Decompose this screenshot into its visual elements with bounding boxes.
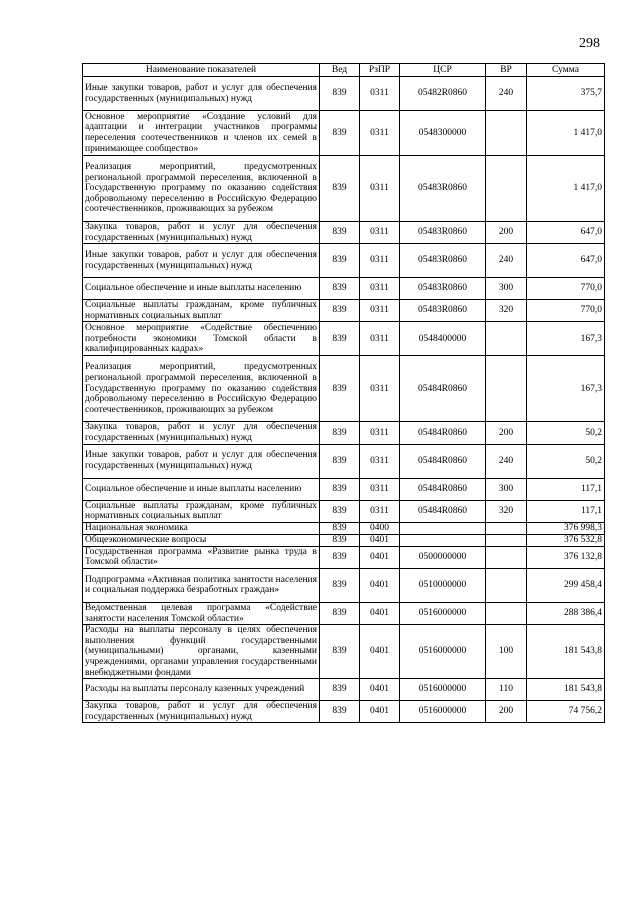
row-vr: 240 — [486, 444, 527, 478]
table-row — [83, 422, 605, 444]
row-csr: 0500000000 — [400, 546, 486, 568]
row-ved: 839 — [320, 625, 360, 679]
row-name: Социальные выплаты гражданам, кроме публичных нормативных социальных выплат — [83, 500, 320, 522]
table-row — [83, 546, 605, 568]
table-row — [83, 568, 605, 602]
row-sum: 376 998,3 — [527, 522, 605, 534]
header-csr: ЦСР — [400, 64, 486, 77]
table-row — [83, 679, 605, 701]
row-csr: 05482R0860 — [400, 77, 486, 111]
row-vr — [486, 546, 527, 568]
row-sum: 50,2 — [527, 444, 605, 478]
row-ved: 839 — [320, 244, 360, 278]
row-name: Закупка товаров, работ и услуг для обеспечения государственных (муниципальных) нужд — [83, 422, 320, 444]
row-csr: 05483R0860 — [400, 156, 486, 222]
row-rzpr: 0311 — [360, 111, 400, 156]
table-row — [83, 356, 605, 422]
row-vr — [486, 534, 527, 546]
row-vr: 300 — [486, 278, 527, 300]
table-row — [83, 444, 605, 478]
row-ved: 839 — [320, 444, 360, 478]
row-name: Реализация мероприятий, предусмотренных региональной программой переселения, включенной в Государственную программу по оказанию содействия добровольному переселению в Российскую Федерацию соотечественников, проживающих за рубежом — [83, 356, 320, 422]
row-vr: 320 — [486, 300, 527, 322]
header-ved: Вед — [320, 64, 360, 77]
table-row — [83, 300, 605, 322]
row-rzpr: 0311 — [360, 500, 400, 522]
row-rzpr: 0311 — [360, 77, 400, 111]
row-sum: 1 417,0 — [527, 111, 605, 156]
row-vr: 110 — [486, 679, 527, 701]
table-row — [83, 278, 605, 300]
table-row — [83, 701, 605, 723]
row-csr: 0516000000 — [400, 625, 486, 679]
row-rzpr: 0311 — [360, 278, 400, 300]
table-row — [83, 602, 605, 624]
row-vr: 200 — [486, 222, 527, 244]
row-sum: 1 417,0 — [527, 156, 605, 222]
row-ved: 839 — [320, 602, 360, 624]
header-sum: Сумма — [527, 64, 605, 77]
header-name: Наименование показателей — [83, 64, 320, 77]
table-row — [83, 625, 605, 679]
row-rzpr: 0401 — [360, 568, 400, 602]
row-sum: 50,2 — [527, 422, 605, 444]
row-csr: 0548300000 — [400, 111, 486, 156]
row-ved: 839 — [320, 478, 360, 500]
row-name: Ведомственная целевая программа «Содействие занятости населения Томской области» — [83, 602, 320, 624]
row-name: Социальные выплаты гражданам, кроме публичных нормативных социальных выплат — [83, 300, 320, 322]
row-name: Иные закупки товаров, работ и услуг для обеспечения государственных (муниципальных) нужд — [83, 444, 320, 478]
row-name: Социальное обеспечение и иные выплаты населению — [83, 478, 320, 500]
row-sum: 376 132,8 — [527, 546, 605, 568]
row-name: Подпрограмма «Активная политика занятости населения и социальная поддержка безработных граждан» — [83, 568, 320, 602]
row-sum: 181 543,8 — [527, 625, 605, 679]
header-rzpr: РзПР — [360, 64, 400, 77]
table-header-row — [83, 64, 605, 77]
row-rzpr: 0311 — [360, 478, 400, 500]
row-vr: 200 — [486, 422, 527, 444]
row-name: Общеэкономические вопросы — [83, 534, 320, 546]
row-ved: 839 — [320, 534, 360, 546]
row-rzpr: 0401 — [360, 625, 400, 679]
row-name: Основное мероприятие «Создание условий для адаптации и интеграции участников программы переселения соотечественников и членов их семей в принимающее сообщество» — [83, 111, 320, 156]
row-sum: 167,3 — [527, 322, 605, 356]
row-name: Основное мероприятие «Содействие обеспечению потребности экономики Томской области в квалифицированных кадрах» — [83, 322, 320, 356]
row-sum: 74 756,2 — [527, 701, 605, 723]
row-sum: 181 543,8 — [527, 679, 605, 701]
row-csr: 05483R0860 — [400, 278, 486, 300]
row-name: Государственная программа «Развитие рынка труда в Томской области» — [83, 546, 320, 568]
row-csr: 05483R0860 — [400, 222, 486, 244]
row-sum: 117,1 — [527, 500, 605, 522]
row-vr — [486, 322, 527, 356]
row-ved: 839 — [320, 546, 360, 568]
row-rzpr: 0311 — [360, 422, 400, 444]
row-csr: 0548400000 — [400, 322, 486, 356]
row-rzpr: 0401 — [360, 701, 400, 723]
row-ved: 839 — [320, 300, 360, 322]
row-rzpr: 0311 — [360, 222, 400, 244]
row-rzpr: 0401 — [360, 546, 400, 568]
row-vr: 100 — [486, 625, 527, 679]
row-ved: 839 — [320, 679, 360, 701]
row-sum: 117,1 — [527, 478, 605, 500]
row-csr: 05484R0860 — [400, 356, 486, 422]
row-vr: 200 — [486, 701, 527, 723]
row-sum: 299 458,4 — [527, 568, 605, 602]
table-row — [83, 478, 605, 500]
row-vr — [486, 602, 527, 624]
budget-table — [82, 63, 605, 723]
row-ved: 839 — [320, 156, 360, 222]
row-csr: 05484R0860 — [400, 422, 486, 444]
row-ved: 839 — [320, 322, 360, 356]
row-sum: 288 386,4 — [527, 602, 605, 624]
row-csr: 05483R0860 — [400, 244, 486, 278]
row-name: Иные закупки товаров, работ и услуг для обеспечения государственных (муниципальных) нужд — [83, 77, 320, 111]
row-rzpr: 0401 — [360, 534, 400, 546]
table-row — [83, 156, 605, 222]
row-vr — [486, 111, 527, 156]
row-vr: 300 — [486, 478, 527, 500]
row-ved: 839 — [320, 111, 360, 156]
row-rzpr: 0400 — [360, 522, 400, 534]
row-name: Социальное обеспечение и иные выплаты населению — [83, 278, 320, 300]
row-ved: 839 — [320, 568, 360, 602]
row-csr: 0516000000 — [400, 602, 486, 624]
row-vr — [486, 568, 527, 602]
row-name: Закупка товаров, работ и услуг для обеспечения государственных (муниципальных) нужд — [83, 222, 320, 244]
row-ved: 839 — [320, 422, 360, 444]
row-ved: 839 — [320, 701, 360, 723]
table-row — [83, 522, 605, 534]
row-rzpr: 0311 — [360, 444, 400, 478]
table-row — [83, 322, 605, 356]
row-vr: 320 — [486, 500, 527, 522]
row-name: Реализация мероприятий, предусмотренных региональной программой переселения, включенной в Государственную программу по оказанию содействия добровольному переселению в Российскую Федерацию соотечественников, проживающих за рубежом — [83, 156, 320, 222]
row-ved: 839 — [320, 522, 360, 534]
row-sum: 647,0 — [527, 222, 605, 244]
row-vr — [486, 356, 527, 422]
row-csr: 05483R0860 — [400, 300, 486, 322]
table-row — [83, 111, 605, 156]
row-ved: 839 — [320, 356, 360, 422]
row-csr: 05484R0860 — [400, 500, 486, 522]
row-vr — [486, 522, 527, 534]
row-name: Расходы на выплаты персоналу в целях обеспечения выполнения функций государственными (муниципальными) органами, казенными учреждениями, органами управления государственными внебюджетными фондами — [83, 625, 320, 679]
row-name: Национальная экономика — [83, 522, 320, 534]
row-csr: 0510000000 — [400, 568, 486, 602]
row-rzpr: 0401 — [360, 602, 400, 624]
row-sum: 770,0 — [527, 278, 605, 300]
row-name: Закупка товаров, работ и услуг для обеспечения государственных (муниципальных) нужд — [83, 701, 320, 723]
header-vr: ВР — [486, 64, 527, 77]
row-ved: 839 — [320, 500, 360, 522]
row-csr: 0516000000 — [400, 679, 486, 701]
row-name: Расходы на выплаты персоналу казенных учреждений — [83, 679, 320, 701]
row-sum: 376 532,8 — [527, 534, 605, 546]
table-row — [83, 534, 605, 546]
row-csr — [400, 534, 486, 546]
row-rzpr: 0311 — [360, 156, 400, 222]
table-body — [83, 77, 605, 723]
row-csr: 05484R0860 — [400, 478, 486, 500]
table-row — [83, 222, 605, 244]
row-rzpr: 0311 — [360, 300, 400, 322]
row-sum: 167,3 — [527, 356, 605, 422]
row-sum: 770,0 — [527, 300, 605, 322]
row-vr: 240 — [486, 77, 527, 111]
row-sum: 647,0 — [527, 244, 605, 278]
table-row — [83, 500, 605, 522]
row-rzpr: 0401 — [360, 679, 400, 701]
row-vr — [486, 156, 527, 222]
row-name: Иные закупки товаров, работ и услуг для обеспечения государственных (муниципальных) нужд — [83, 244, 320, 278]
row-csr — [400, 522, 486, 534]
row-ved: 839 — [320, 77, 360, 111]
table-row — [83, 77, 605, 111]
page-number: 298 — [579, 36, 600, 51]
row-rzpr: 0311 — [360, 322, 400, 356]
row-rzpr: 0311 — [360, 244, 400, 278]
row-sum: 375,7 — [527, 77, 605, 111]
row-rzpr: 0311 — [360, 356, 400, 422]
row-csr: 05484R0860 — [400, 444, 486, 478]
table-row — [83, 244, 605, 278]
row-csr: 0516000000 — [400, 701, 486, 723]
row-ved: 839 — [320, 222, 360, 244]
row-vr: 240 — [486, 244, 527, 278]
row-ved: 839 — [320, 278, 360, 300]
